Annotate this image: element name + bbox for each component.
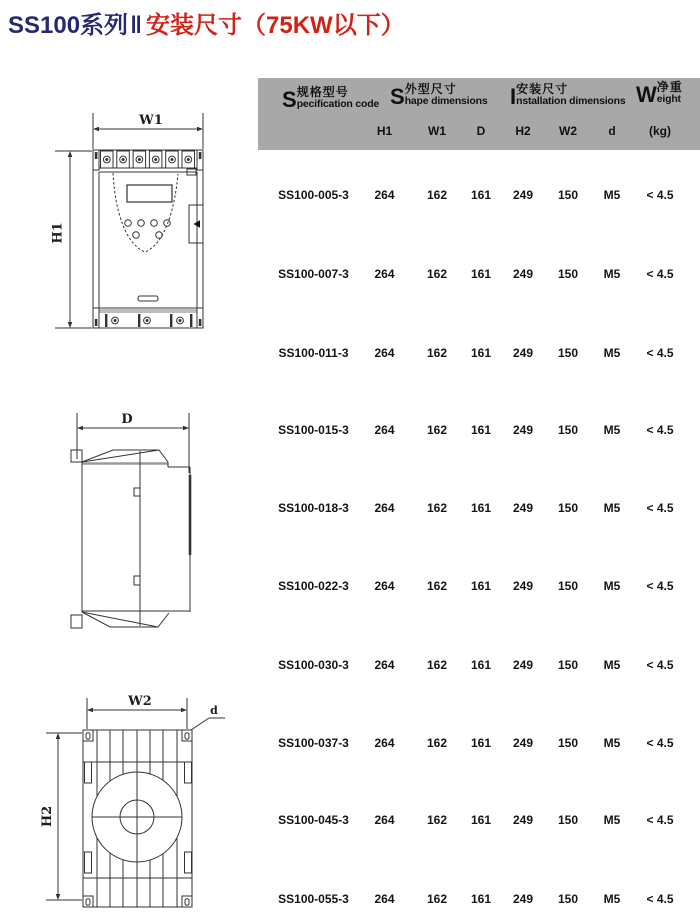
dimension-label-d-hole: d <box>210 704 218 717</box>
cell-h1: 264 <box>374 813 395 827</box>
header-shape-dimensions <box>390 83 487 107</box>
cell-h1: 264 <box>374 188 395 202</box>
cell-screw: M5 <box>603 813 621 827</box>
cell-w2: 150 <box>557 346 579 360</box>
spec-code: SS100-007-3 <box>278 267 349 281</box>
spec-code: SS100-055-3 <box>278 892 349 906</box>
cell-h1: 264 <box>374 501 395 515</box>
cell-d: 161 <box>470 188 492 202</box>
table-row <box>258 892 700 910</box>
cell-h2: 249 <box>512 423 534 437</box>
cell-screw: M5 <box>603 892 621 906</box>
cell-h1: 264 <box>374 267 395 281</box>
cell-weight: < 4.5 <box>646 813 674 827</box>
cell-d: 161 <box>470 658 492 672</box>
cell-d: 161 <box>470 501 492 515</box>
table-row <box>258 658 700 676</box>
spec-code: SS100-015-3 <box>278 423 349 437</box>
header-col-screw: d <box>608 124 616 138</box>
header-spec-zh: 规格型号 <box>296 85 349 99</box>
table-row <box>258 501 700 519</box>
cell-h1: 264 <box>374 423 395 437</box>
dimension-label-w2: W2 <box>128 694 152 709</box>
side-view-drawing <box>25 398 195 643</box>
cell-weight: < 4.5 <box>646 892 674 906</box>
header-col-spacer <box>258 124 355 140</box>
header-install-en: nstallation dimensions <box>516 94 626 107</box>
table-row <box>258 736 700 754</box>
cell-w2: 150 <box>557 892 579 906</box>
cell-w2: 150 <box>557 501 579 515</box>
dimension-label-d: D <box>121 412 133 427</box>
header-shape-en: hape dimensions <box>404 94 488 107</box>
table-row <box>258 423 700 441</box>
table-row <box>258 813 700 831</box>
spec-code: SS100-005-3 <box>278 188 349 202</box>
title-separator-icon: ‖ <box>130 12 143 39</box>
cell-h2: 249 <box>512 346 534 360</box>
table-row <box>258 579 700 597</box>
header-col-w2: W2 <box>559 124 577 138</box>
cell-h1: 264 <box>374 346 395 360</box>
cell-w2: 150 <box>557 736 579 750</box>
cell-h2: 249 <box>512 267 534 281</box>
header-col-kg: (kg) <box>649 124 671 138</box>
cell-h2: 249 <box>512 813 534 827</box>
cell-w1: 162 <box>426 736 448 750</box>
cell-screw: M5 <box>603 346 621 360</box>
header-sub-columns <box>258 124 700 140</box>
cell-d: 161 <box>470 267 492 281</box>
cell-d: 161 <box>470 892 492 906</box>
header-shape-zh: 外型尺寸 <box>404 82 457 96</box>
cell-h1: 264 <box>374 736 395 750</box>
cell-weight: < 4.5 <box>646 501 674 515</box>
cell-w2: 150 <box>557 267 579 281</box>
cell-w1: 162 <box>426 579 448 593</box>
header-install-zh: 安装尺寸 <box>516 82 569 96</box>
cell-weight: < 4.5 <box>646 736 674 750</box>
cell-h2: 249 <box>512 501 534 515</box>
spec-code: SS100-018-3 <box>278 501 349 515</box>
cell-w2: 150 <box>557 813 579 827</box>
cell-w2: 150 <box>557 423 579 437</box>
cell-h2: 249 <box>512 579 534 593</box>
cell-weight: < 4.5 <box>646 423 674 437</box>
header-weight-initial: W <box>636 81 657 107</box>
cell-weight: < 4.5 <box>646 267 674 281</box>
table-row <box>258 188 700 206</box>
cell-d: 161 <box>470 736 492 750</box>
title-series: SS100系列 <box>8 12 129 39</box>
front-view-drawing <box>28 92 218 350</box>
cell-weight: < 4.5 <box>646 658 674 672</box>
header-col-h2: H2 <box>515 124 531 138</box>
cell-screw: M5 <box>603 658 621 672</box>
cell-d: 161 <box>470 813 492 827</box>
cell-weight: < 4.5 <box>646 346 674 360</box>
cell-d: 161 <box>470 579 492 593</box>
cell-screw: M5 <box>603 579 621 593</box>
header-shape-initial: S <box>390 83 405 109</box>
table-row <box>258 267 700 285</box>
cell-weight: < 4.5 <box>646 579 674 593</box>
spec-code: SS100-037-3 <box>278 736 349 750</box>
cell-screw: M5 <box>603 423 621 437</box>
spec-code: SS100-045-3 <box>278 813 349 827</box>
cell-w1: 162 <box>426 658 448 672</box>
header-install-initial: I <box>510 83 517 109</box>
cell-d: 161 <box>470 423 492 437</box>
header-col-w1: W1 <box>428 124 446 138</box>
page-title <box>8 5 405 40</box>
cell-w1: 162 <box>426 892 448 906</box>
header-weight-zh: 净重 <box>656 80 683 94</box>
header-specification-code <box>282 86 379 110</box>
cell-screw: M5 <box>603 501 621 515</box>
table-row <box>258 346 700 364</box>
spec-code: SS100-011-3 <box>278 346 349 360</box>
title-subtitle: 安装尺寸（75KW以下） <box>146 12 405 39</box>
header-spec-en: pecification code <box>296 97 380 110</box>
cell-w1: 162 <box>426 267 448 281</box>
cell-screw: M5 <box>603 188 621 202</box>
cell-d: 161 <box>470 346 492 360</box>
cell-h2: 249 <box>512 188 534 202</box>
cell-w1: 162 <box>426 346 448 360</box>
header-spec-initial: S <box>282 86 297 112</box>
dimension-label-w1: W1 <box>139 113 163 128</box>
dimension-label-h2: H2 <box>40 805 55 828</box>
header-weight-en: eight <box>656 92 681 105</box>
cell-h2: 249 <box>512 658 534 672</box>
cell-h2: 249 <box>512 892 534 906</box>
cell-weight: < 4.5 <box>646 188 674 202</box>
cell-w2: 150 <box>557 579 579 593</box>
cell-w1: 162 <box>426 423 448 437</box>
dimension-label-h1: H1 <box>50 222 66 244</box>
cell-w2: 150 <box>557 658 579 672</box>
cell-screw: M5 <box>603 267 621 281</box>
header-installation-dimensions <box>510 83 626 107</box>
spec-code: SS100-022-3 <box>278 579 349 593</box>
spec-code: SS100-030-3 <box>278 658 349 672</box>
cell-h2: 249 <box>512 736 534 750</box>
cell-w1: 162 <box>426 501 448 515</box>
rear-view-drawing <box>18 688 233 918</box>
cell-h1: 264 <box>374 658 395 672</box>
cell-w1: 162 <box>426 188 448 202</box>
cell-w2: 150 <box>557 188 579 202</box>
cell-w1: 162 <box>426 813 448 827</box>
cell-h1: 264 <box>374 892 395 906</box>
cell-screw: M5 <box>603 736 621 750</box>
header-weight <box>636 81 683 105</box>
header-col-h1: H1 <box>376 124 393 138</box>
cell-h1: 264 <box>374 579 395 593</box>
header-col-d: D <box>476 124 486 138</box>
table-header <box>258 78 700 150</box>
